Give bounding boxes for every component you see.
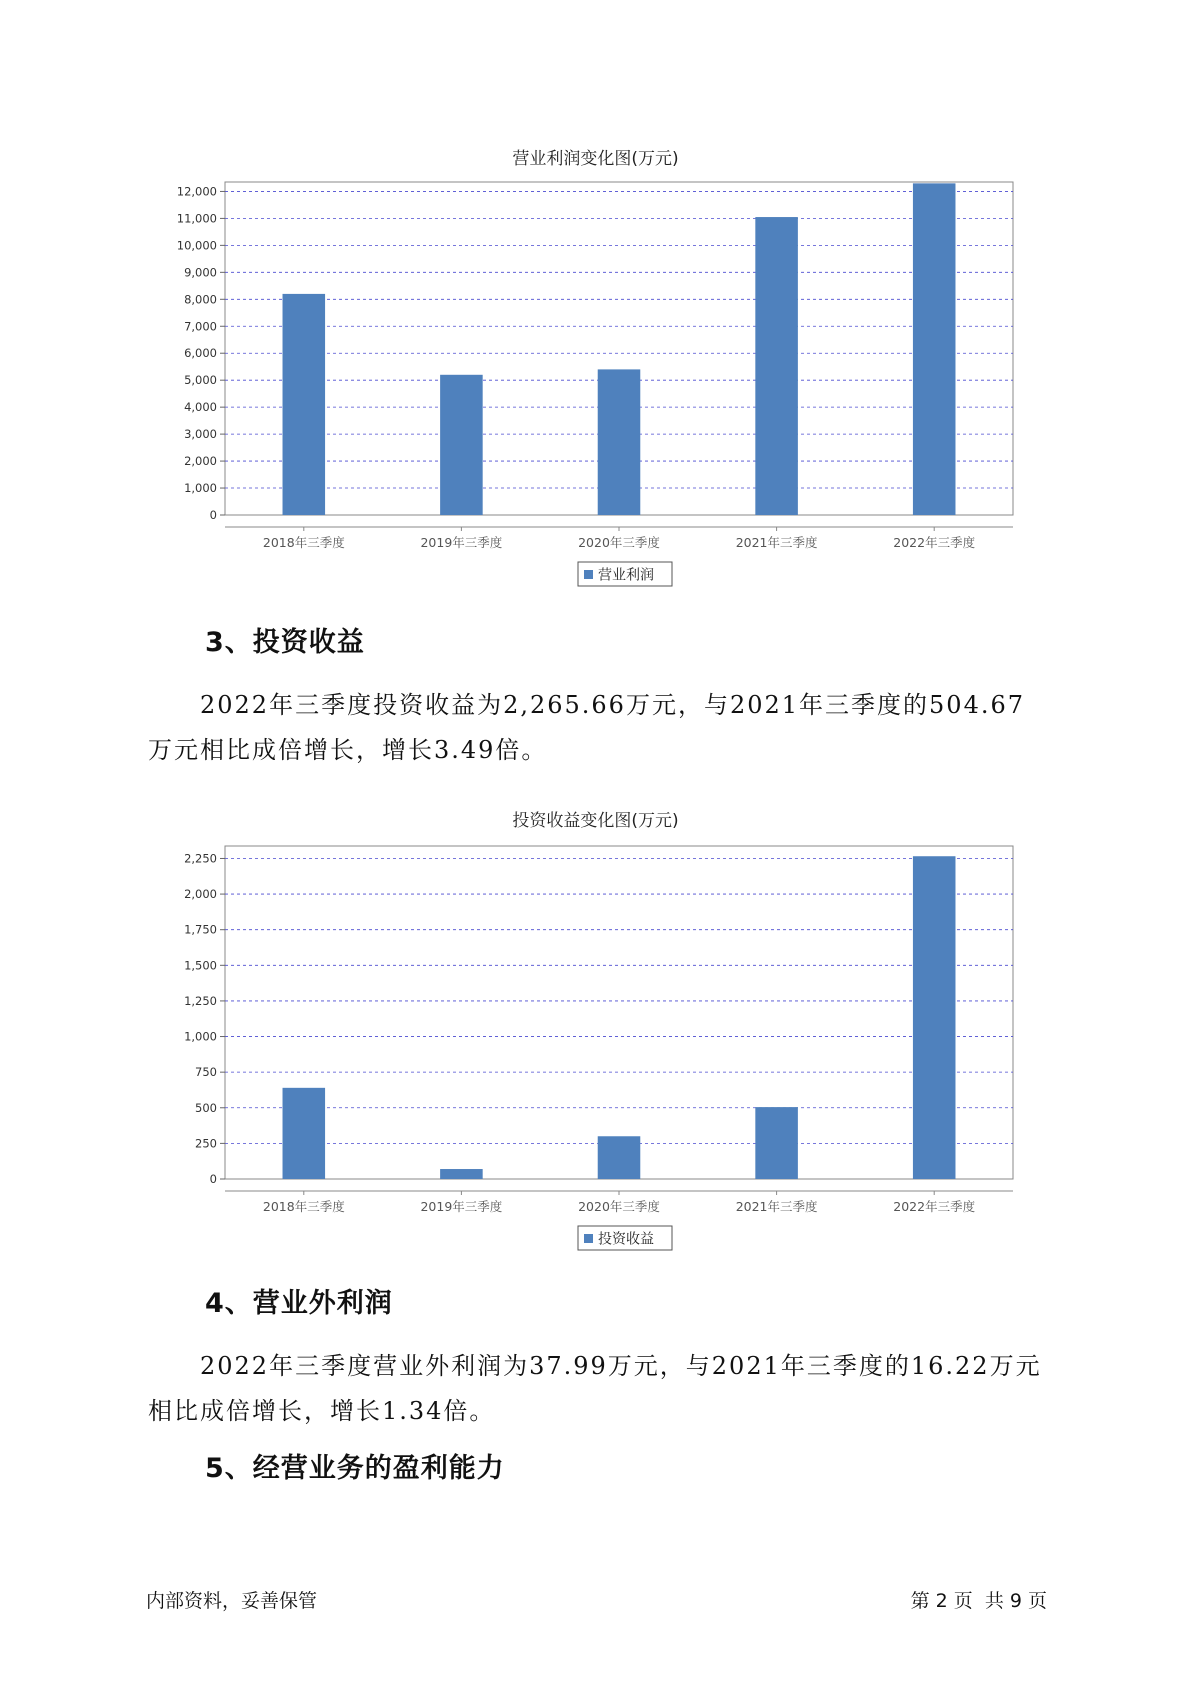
footer-confidential: 内部资料，妥善保管 [146, 1590, 318, 1612]
section-4-heading: 4、营业外利润 [205, 1288, 393, 1319]
bar [440, 1169, 483, 1179]
investment-income-chart [0, 834, 1191, 1254]
legend-label: 营业利润 [598, 567, 654, 584]
y-tick-label: 2,000 [184, 887, 217, 902]
bar [913, 183, 956, 515]
legend [578, 562, 672, 586]
y-tick-label: 7,000 [184, 319, 217, 334]
y-tick-label: 750 [195, 1065, 217, 1080]
y-tick-label: 5,000 [184, 373, 217, 388]
footer-page-number: 第 2 页 共 9 页 [910, 1590, 1047, 1612]
bar [755, 217, 798, 515]
y-tick-label: 10,000 [176, 238, 217, 253]
y-tick-label: 0 [209, 1172, 217, 1186]
y-tick-label: 9,000 [184, 265, 217, 280]
chart2-title: 投资收益变化图(万元) [512, 811, 679, 831]
bar [913, 856, 956, 1179]
bar [283, 294, 326, 515]
category-label: 2022年三季度 [893, 535, 976, 550]
category-label: 2020年三季度 [578, 1199, 660, 1214]
category-label: 2019年三季度 [420, 535, 503, 550]
y-tick-label: 0 [209, 508, 217, 522]
legend-swatch [584, 1234, 593, 1243]
category-label: 2022年三季度 [893, 1199, 976, 1214]
category-label: 2020年三季度 [578, 535, 660, 550]
bar [440, 375, 483, 515]
legend-swatch [584, 570, 593, 579]
bar [283, 1088, 326, 1179]
y-tick-label: 2,250 [184, 851, 217, 866]
bar [598, 1136, 641, 1179]
y-tick-label: 6,000 [184, 346, 217, 361]
section-5-heading: 5、经营业务的盈利能力 [205, 1453, 505, 1484]
category-label: 2021年三季度 [735, 1199, 818, 1214]
y-tick-label: 2,000 [184, 454, 217, 469]
y-tick-label: 12,000 [176, 184, 217, 199]
y-tick-label: 1,750 [184, 922, 217, 937]
bar [755, 1107, 798, 1179]
operating-profit-chart [0, 170, 1191, 590]
category-label: 2019年三季度 [420, 1199, 503, 1214]
section-3-heading: 3、投资收益 [205, 627, 365, 658]
y-tick-label: 500 [195, 1100, 217, 1115]
y-tick-label: 3,000 [184, 427, 217, 442]
category-label: 2018年三季度 [262, 535, 345, 550]
section-3-paragraph: 2022年三季度投资收益为2,265.66万元，与2021年三季度的504.67万元相比成倍增长，增长3.49倍。 [148, 691, 1026, 764]
y-tick-label: 250 [195, 1136, 217, 1151]
legend [578, 1226, 672, 1250]
category-label: 2018年三季度 [262, 1199, 345, 1214]
chart1-title: 营业利润变化图(万元) [512, 149, 679, 169]
bar [598, 369, 641, 515]
y-tick-label: 1,250 [184, 993, 217, 1008]
y-tick-label: 8,000 [184, 292, 217, 307]
y-tick-label: 1,500 [184, 958, 217, 973]
y-tick-label: 4,000 [184, 400, 217, 415]
category-label: 2021年三季度 [735, 535, 818, 550]
section-4-paragraph: 2022年三季度营业外利润为37.99万元，与2021年三季度的16.22万元相比成倍增长，增长1.34倍。 [148, 1352, 1042, 1425]
y-tick-label: 11,000 [176, 211, 217, 226]
y-tick-label: 1,000 [184, 481, 217, 496]
plot-area [225, 846, 1013, 1179]
y-tick-label: 1,000 [184, 1029, 217, 1044]
legend-label: 投资收益 [598, 1231, 654, 1248]
